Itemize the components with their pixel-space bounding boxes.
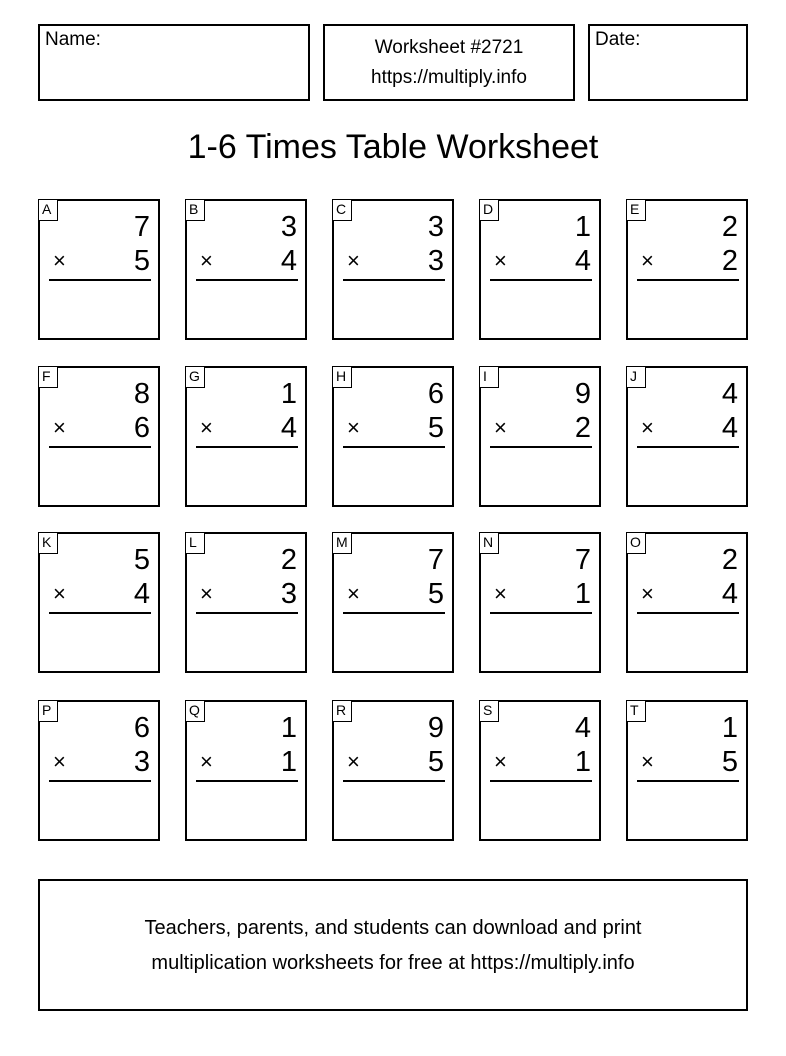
multiplier: 1 [574, 578, 591, 610]
problem-letter: F [38, 366, 58, 388]
multiplicand: 7 [574, 544, 591, 576]
times-sign: × [494, 415, 507, 440]
problem-card [479, 532, 601, 673]
multiplicand: 4 [574, 712, 591, 744]
multiplier: 3 [280, 578, 297, 610]
problem-letter: O [626, 532, 646, 554]
footer-box [38, 879, 748, 1011]
problem-card [185, 532, 307, 673]
times-sign: × [53, 749, 66, 774]
multiplicand: 7 [427, 544, 444, 576]
problem-card [38, 366, 160, 507]
problem-card [626, 532, 748, 673]
problem-letter: P [38, 700, 58, 722]
multiplier: 5 [427, 746, 444, 778]
problem-letter: T [626, 700, 646, 722]
problem-letter: Q [185, 700, 205, 722]
answer-line [490, 279, 592, 281]
problem-letter: J [626, 366, 646, 388]
answer-line [490, 780, 592, 782]
multiplicand: 6 [133, 712, 150, 744]
multiplicand: 1 [574, 211, 591, 243]
answer-line [637, 612, 739, 614]
problem-card [185, 366, 307, 507]
problem-letter: B [185, 199, 205, 221]
footer-line-2: multiplication worksheets for free at https://multiply.info [151, 952, 635, 974]
times-sign: × [53, 248, 66, 273]
answer-line [49, 780, 151, 782]
times-sign: × [494, 581, 507, 606]
problem-card [38, 700, 160, 841]
footer-line-1: Teachers, parents, and students can download and print [144, 917, 642, 939]
problem-letter: I [479, 366, 499, 388]
times-sign: × [53, 415, 66, 440]
times-sign: × [641, 581, 654, 606]
problem-card [332, 366, 454, 507]
times-sign: × [641, 415, 654, 440]
problem-card [185, 700, 307, 841]
multiplicand: 2 [721, 544, 738, 576]
answer-line [637, 279, 739, 281]
answer-line [343, 612, 445, 614]
problem-card [626, 199, 748, 340]
multiplicand: 2 [280, 544, 297, 576]
answer-line [196, 279, 298, 281]
multiplier: 4 [280, 245, 297, 277]
answer-line [637, 780, 739, 782]
multiplicand: 6 [427, 378, 444, 410]
problem-card [332, 700, 454, 841]
multiplier: 5 [133, 245, 150, 277]
problem-card [332, 199, 454, 340]
multiplier: 5 [721, 746, 738, 778]
answer-line [490, 446, 592, 448]
problem-letter: C [332, 199, 352, 221]
problem-card [38, 532, 160, 673]
times-sign: × [347, 581, 360, 606]
page-title: 1-6 Times Table Worksheet [187, 128, 599, 166]
multiplier: 5 [427, 578, 444, 610]
times-sign: × [494, 248, 507, 273]
date-label: Date: [595, 29, 641, 50]
multiplicand: 1 [280, 712, 297, 744]
multiplier: 3 [133, 746, 150, 778]
multiplier: 1 [280, 746, 297, 778]
answer-line [196, 612, 298, 614]
multiplier: 4 [133, 578, 150, 610]
multiplicand: 3 [427, 211, 444, 243]
multiplier: 2 [574, 412, 591, 444]
multiplicand: 8 [133, 378, 150, 410]
problem-letter: G [185, 366, 205, 388]
multiplier: 6 [133, 412, 150, 444]
problem-card [332, 532, 454, 673]
multiplicand: 7 [133, 211, 150, 243]
multiplicand: 2 [721, 211, 738, 243]
problem-card [479, 700, 601, 841]
problem-card [626, 366, 748, 507]
problem-card [626, 700, 748, 841]
problem-letter: R [332, 700, 352, 722]
problem-letter: H [332, 366, 352, 388]
times-sign: × [347, 248, 360, 273]
multiplier: 4 [721, 578, 738, 610]
problem-letter: M [332, 532, 352, 554]
problem-card [38, 199, 160, 340]
problem-letter: N [479, 532, 499, 554]
answer-line [343, 279, 445, 281]
answer-line [343, 780, 445, 782]
multiplicand: 9 [427, 712, 444, 744]
multiplier: 5 [427, 412, 444, 444]
times-sign: × [200, 749, 213, 774]
answer-line [196, 780, 298, 782]
answer-line [196, 446, 298, 448]
name-label: Name: [45, 29, 101, 50]
answer-line [490, 612, 592, 614]
times-sign: × [53, 581, 66, 606]
times-sign: × [200, 581, 213, 606]
multiplier: 4 [721, 412, 738, 444]
problem-letter: L [185, 532, 205, 554]
problem-letter: D [479, 199, 499, 221]
times-sign: × [347, 415, 360, 440]
times-sign: × [200, 415, 213, 440]
multiplicand: 1 [280, 378, 297, 410]
times-sign: × [200, 248, 213, 273]
name-box [38, 24, 310, 101]
multiplicand: 4 [721, 378, 738, 410]
date-box [588, 24, 748, 101]
site-url: https://multiply.info [371, 67, 527, 88]
multiplicand: 3 [280, 211, 297, 243]
multiplier: 2 [721, 245, 738, 277]
worksheet-info-box [323, 24, 575, 101]
multiplier: 4 [280, 412, 297, 444]
answer-line [49, 446, 151, 448]
worksheet-number: Worksheet #2721 [374, 37, 524, 58]
answer-line [343, 446, 445, 448]
multiplicand: 5 [133, 544, 150, 576]
multiplicand: 1 [721, 712, 738, 744]
multiplier: 3 [427, 245, 444, 277]
multiplier: 1 [574, 746, 591, 778]
times-sign: × [494, 749, 507, 774]
problem-letter: K [38, 532, 58, 554]
problem-card [185, 199, 307, 340]
multiplier: 4 [574, 245, 591, 277]
answer-line [49, 612, 151, 614]
answer-line [49, 279, 151, 281]
times-sign: × [641, 248, 654, 273]
answer-line [637, 446, 739, 448]
problem-letter: A [38, 199, 58, 221]
times-sign: × [347, 749, 360, 774]
problem-card [479, 366, 601, 507]
times-sign: × [641, 749, 654, 774]
problem-letter: E [626, 199, 646, 221]
multiplicand: 9 [574, 378, 591, 410]
problem-letter: S [479, 700, 499, 722]
problem-card [479, 199, 601, 340]
